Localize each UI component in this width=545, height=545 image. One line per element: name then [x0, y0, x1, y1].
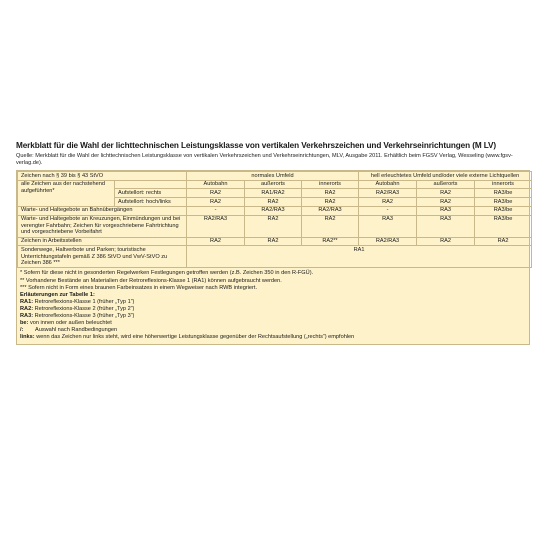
- footnote: * Sofern für diese nicht in gesonderten Regelwerken Festlegungen getroffen werden (z.B. Zeichen 350 in den R-FGÜ).: [20, 270, 314, 277]
- table-cell: RA2/RA3: [245, 206, 302, 215]
- header-zeichen-nach: Zeichen nach § 39 bis § 43 StVO: [18, 172, 187, 181]
- table-cell: RA2/RA3: [359, 189, 417, 198]
- table-subheader-row: [18, 180, 532, 189]
- col-autobahn-normal: Autobahn: [187, 180, 245, 189]
- table-cell: RA2: [187, 237, 245, 246]
- info-panel: [16, 170, 530, 345]
- table-cell: -: [187, 206, 245, 215]
- aufstellort-hoch-label: Aufstellort: hoch/links: [115, 198, 187, 207]
- table-cell: RA3: [417, 206, 475, 215]
- table-cell: RA3/be: [475, 215, 532, 237]
- table-cell: RA2: [245, 215, 302, 237]
- document-title: Merkblatt für die Wahl der lichttechnischen Leistungsklasse von vertikalen Verkehrszeichen und Verkehrseinrichtungen (M LV): [16, 141, 496, 150]
- row-label: Warte- und Haltegebote an Bahnübergängen: [18, 206, 187, 215]
- legend-item: links: wenn das Zeichen nur links steht, wird eine höherwertige Leistungsklasse gegenüber der Rechtsaufstellung („rechts“) empfohlen: [20, 334, 355, 341]
- table-cell: RA2: [245, 198, 302, 207]
- footnote: *** Sofern nicht in Form eines braunen Farbeinsatzes in einem Wegweiser nach RWB integriert.: [20, 284, 258, 291]
- col-ausserorts-hell: außerorts: [417, 180, 475, 189]
- table-cell: RA1/RA2: [245, 189, 302, 198]
- table-cell: RA2: [475, 237, 532, 246]
- table-cell: RA2: [187, 198, 245, 207]
- legend-item: /: Auswahl nach Randbedingungen: [20, 327, 118, 334]
- header-normales-umfeld: normales Umfeld: [187, 172, 359, 181]
- table-cell: RA2: [302, 215, 359, 237]
- table-cell: RA2/RA3: [302, 206, 359, 215]
- classification-table: [17, 171, 532, 268]
- legend-item: RA2: Retroreflexions-Klasse 2 (früher „Typ 2“): [20, 305, 135, 312]
- col-innerorts-hell: innerorts: [475, 180, 532, 189]
- table-cell: -: [359, 206, 417, 215]
- table-row: [18, 237, 532, 246]
- table-cell-span: RA1: [187, 246, 532, 268]
- document: [16, 141, 530, 345]
- table-cell: RA2: [417, 237, 475, 246]
- spacer-cell: [115, 180, 187, 189]
- table-cell: RA3: [359, 215, 417, 237]
- table-cell: RA2: [187, 189, 245, 198]
- table-row: [18, 206, 532, 215]
- table-row: [18, 246, 532, 268]
- table-cell: RA2: [417, 198, 475, 207]
- table-cell: RA2**: [302, 237, 359, 246]
- footnotes: [17, 268, 529, 344]
- table-cell: RA3/be: [475, 189, 532, 198]
- table-cell: RA2: [245, 237, 302, 246]
- table-cell: RA2: [359, 198, 417, 207]
- footnote: ** Vorhandene Bestände an Materialien der Retroreflexions-Klasse 1 (RA1) können aufgebraucht werden.: [20, 277, 282, 284]
- table-cell: RA3/be: [475, 206, 532, 215]
- table-row: [18, 215, 532, 237]
- col-ausserorts-normal: außerorts: [245, 180, 302, 189]
- table-header-row: [18, 172, 532, 181]
- table-cell: RA3: [417, 215, 475, 237]
- col-autobahn-hell: Autobahn: [359, 180, 417, 189]
- legend-item: RA3: Retroreflexions-Klasse 3 (früher „Typ 3“): [20, 313, 135, 319]
- aufstellort-rechts-label: Aufstellort: rechts: [115, 189, 187, 198]
- legend-item: RA1: Retroreflexions-Klasse 1 (früher „Typ 1“): [20, 298, 135, 305]
- table-cell: RA2: [302, 198, 359, 207]
- table-cell: RA2: [417, 189, 475, 198]
- legend-item: be: von innen oder außen beleuchtet: [20, 320, 112, 327]
- table-cell: RA2/RA3: [359, 237, 417, 246]
- legend-title: Erläuterungen zur Tabelle 1:: [20, 291, 95, 298]
- row-label: Zeichen in Arbeitsstellen: [18, 237, 187, 246]
- table-cell: RA2: [302, 189, 359, 198]
- table-cell: RA2/RA3: [187, 215, 245, 237]
- table-cell: RA3/be: [475, 198, 532, 207]
- alle-zeichen-label: alle Zeichen aus der nachstehend aufgeführten*: [18, 180, 115, 206]
- row-label: Sonderwege, Haltverbote und Parken; touristische Unterrichtungstafeln gemäß Z 386 StVO und VwV-StVO zu Zeichen 386 ***: [18, 246, 187, 268]
- row-label: Warte- und Haltegebote an Kreuzungen, Einmündungen und bei verengter Fahrbahn; Zeichen für vorgeschriebene Fahrtrichtung und vorgeschriebene Vorbeifahrt: [18, 215, 187, 237]
- header-hell-umfeld: hell erleuchtetes Umfeld und/oder viele externe Lichtquellen: [359, 172, 532, 181]
- col-innerorts-normal: innerorts: [302, 180, 359, 189]
- source-note: Quelle: Merkblatt für die Wahl der lichttechnischen Leistungsklasse von vertikalen Verkehrszeichen und Verkehrseinrichtungen, MLV, Ausgabe 2011. Erhältlich beim FGSV Verlag, Wesseling (www.fgsv-verlag.de).: [16, 153, 513, 166]
